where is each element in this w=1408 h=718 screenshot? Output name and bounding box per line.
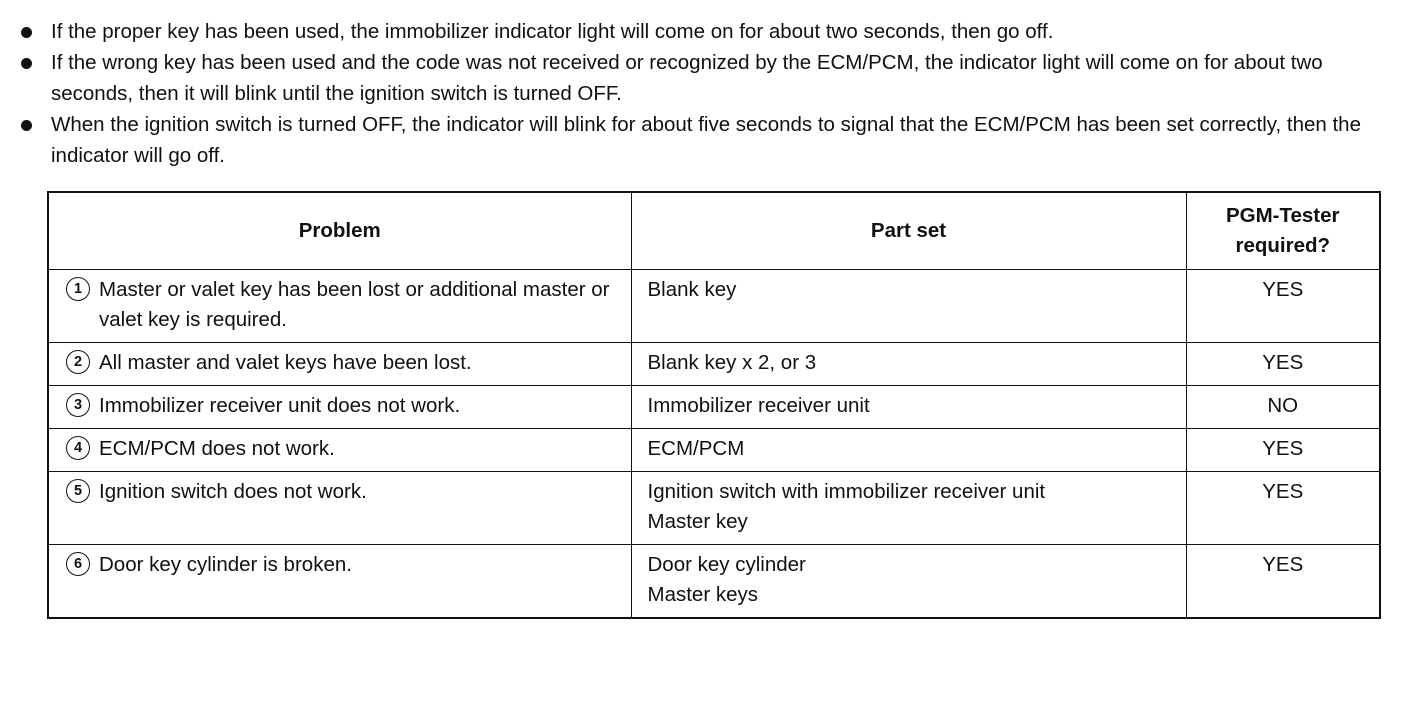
header-part-set: Part set <box>631 192 1186 270</box>
part-text: Master keys <box>647 583 758 606</box>
bullet-dot-icon <box>21 58 32 69</box>
tester-cell: YES <box>1186 270 1380 343</box>
table-row <box>48 429 1380 472</box>
problem-cell <box>48 545 631 619</box>
part-text: Immobilizer receiver unit <box>647 394 870 417</box>
parts-table <box>47 191 1381 619</box>
table-row <box>48 545 1380 619</box>
bullet-item <box>18 47 1386 109</box>
bullet-dot-icon <box>21 120 32 131</box>
circled-number-icon: 3 <box>66 393 90 417</box>
problem-cell <box>48 270 631 343</box>
part-set-cell <box>631 270 1186 343</box>
circled-number-icon: 5 <box>66 479 90 503</box>
problem-cell <box>48 472 631 545</box>
problem-cell <box>48 429 631 472</box>
bullet-dot-icon <box>21 27 32 38</box>
table-row <box>48 270 1380 343</box>
tester-cell: YES <box>1186 472 1380 545</box>
header-tester-required <box>1186 192 1380 270</box>
part-set-cell <box>631 545 1186 619</box>
bullet-item <box>18 16 1386 47</box>
table-row <box>48 386 1380 429</box>
header-tester-label: PGM-Tester required? <box>1225 204 1340 257</box>
part-text: ECM/PCM <box>647 437 745 460</box>
tester-cell: YES <box>1186 343 1380 386</box>
tester-cell: YES <box>1186 545 1380 619</box>
circled-number-icon: 2 <box>66 350 90 374</box>
problem-text: ECM/PCM does not work. <box>99 437 335 460</box>
part-set-cell <box>631 386 1186 429</box>
circled-number-icon: 6 <box>66 552 90 576</box>
part-text: Ignition switch with immobilizer receiver unit <box>647 480 1046 503</box>
bullet-text: When the ignition switch is turned OFF, the indicator will blink for about five seconds to signal that the ECM/PCM has been set correctly, then the indicator will go off. <box>51 113 1361 167</box>
bullet-item <box>18 109 1386 171</box>
problem-cell <box>48 343 631 386</box>
table-header-row <box>48 192 1380 270</box>
part-text: Blank key <box>647 278 737 301</box>
problem-cell <box>48 386 631 429</box>
part-set-cell <box>631 472 1186 545</box>
part-set-cell <box>631 429 1186 472</box>
table-row <box>48 343 1380 386</box>
circled-number-icon: 1 <box>66 277 90 301</box>
part-text: Door key cylinder <box>647 553 806 576</box>
table-row <box>48 472 1380 545</box>
part-set-cell <box>631 343 1186 386</box>
problem-text: Door key cylinder is broken. <box>99 553 352 576</box>
part-text: Blank key x 2, or 3 <box>647 351 817 374</box>
header-problem: Problem <box>48 192 631 270</box>
problem-text: Master or valet key has been lost or additional master or valet key is required. <box>99 278 610 331</box>
problem-text: Immobilizer receiver unit does not work. <box>99 394 461 417</box>
part-text: Master key <box>647 510 748 533</box>
problem-text: Ignition switch does not work. <box>99 480 367 503</box>
bullet-text: If the wrong key has been used and the code was not received or recognized by the ECM/PCM, the indicator light will come on for about two seconds, then it will blink until the ignition switch is turned OFF. <box>51 51 1323 105</box>
bullet-list <box>18 16 1386 171</box>
bullet-text: If the proper key has been used, the immobilizer indicator light will come on for about two seconds, then go off. <box>51 20 1054 43</box>
circled-number-icon: 4 <box>66 436 90 460</box>
problem-text: All master and valet keys have been lost. <box>99 351 472 374</box>
tester-cell: YES <box>1186 429 1380 472</box>
tester-cell: NO <box>1186 386 1380 429</box>
